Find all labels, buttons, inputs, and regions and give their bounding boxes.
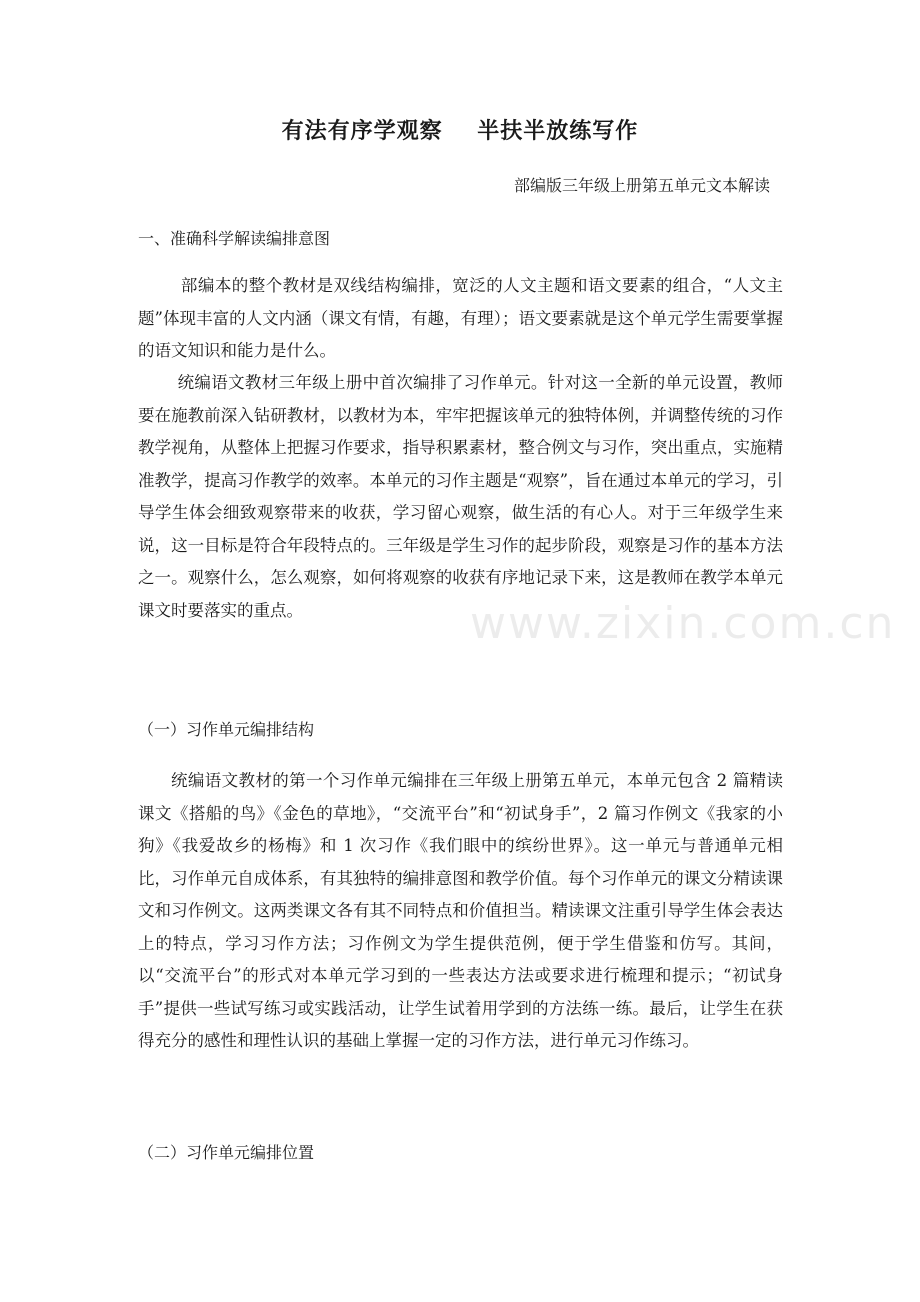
subsection-heading: （二）习作单元编排位置 <box>138 1143 315 1162</box>
body-paragraph: 部编本的整个教材是双线结构编排，宽泛的人文主题和语文要素的组合，“人文主题”体现丰富的人文内涵（课文有情，有趣，有理）；语文要素就是这个单元学生需要掌握的语文知识和能力是什么。 <box>138 276 783 360</box>
watermark: www.zixin.com.cn <box>470 598 896 649</box>
document-title: 有法有序学观察 半扶半放练写作 <box>281 119 639 144</box>
body-paragraph: 统编语文教材的第一个习作单元编排在三年级上册第五单元，本单元包含 2 篇精读课文《搭船的鸟》《金色的草地》，“交流平台”和“初试身手”，2 篇习作例文《我家的小狗》《我爱故乡的杨梅》和 1 次习作《我们眼中的缤纷世界》。这一单元与普通单元相比，习作单元自成体系，有其独特的编排意图和教学价值。每个习作单元的课文分精读课文和习作例文。这两类课文各有其不同特点和价值担当。精读课文注重引导学生体会表达上的特点，学习习作方法；习作例文为学生提供范例，便于学生借鉴和仿写。其间，以“交流平台”的形式对本单元学习到的一些表达方法或要求进行梳理和提示；“初试身手”提供一些试写练习或实践活动，让学生试着用学到的方法练一练。最后，让学生在获得充分的感性和理性认识的基础上掌握一定的习作方法，进行单元习作练习。 <box>138 771 783 1050</box>
body-paragraph: 统编语文教材三年级上册中首次编排了习作单元。针对这一全新的单元设置，教师要在施教前深入钻研教材，以教材为本，牢牢把握该单元的独特体例，并调整传统的习作教学视角，从整体上把握习作要求，指导积累素材，整合例文与习作，突出重点，实施精准教学，提高习作教学的效率。本单元的习作主题是“观察”，旨在通过本单元的学习，引导学生体会细致观察带来的收获，学习留心观察，做生活的有心人。对于三年级学生来说，这一目标是符合年段特点的。三年级是学生习作的起步阶段，观察是习作的基本方法之一。观察什么，怎么观察，如何将观察的收获有序地记录下来，这是教师在教学本单元课文时要落实的重点。 <box>138 373 783 620</box>
subsection-heading: （一）习作单元编排结构 <box>138 720 315 739</box>
document-subtitle: 部编版三年级上册第五单元文本解读 <box>513 176 770 195</box>
section-heading: 一、准确科学解读编排意图 <box>138 229 331 248</box>
